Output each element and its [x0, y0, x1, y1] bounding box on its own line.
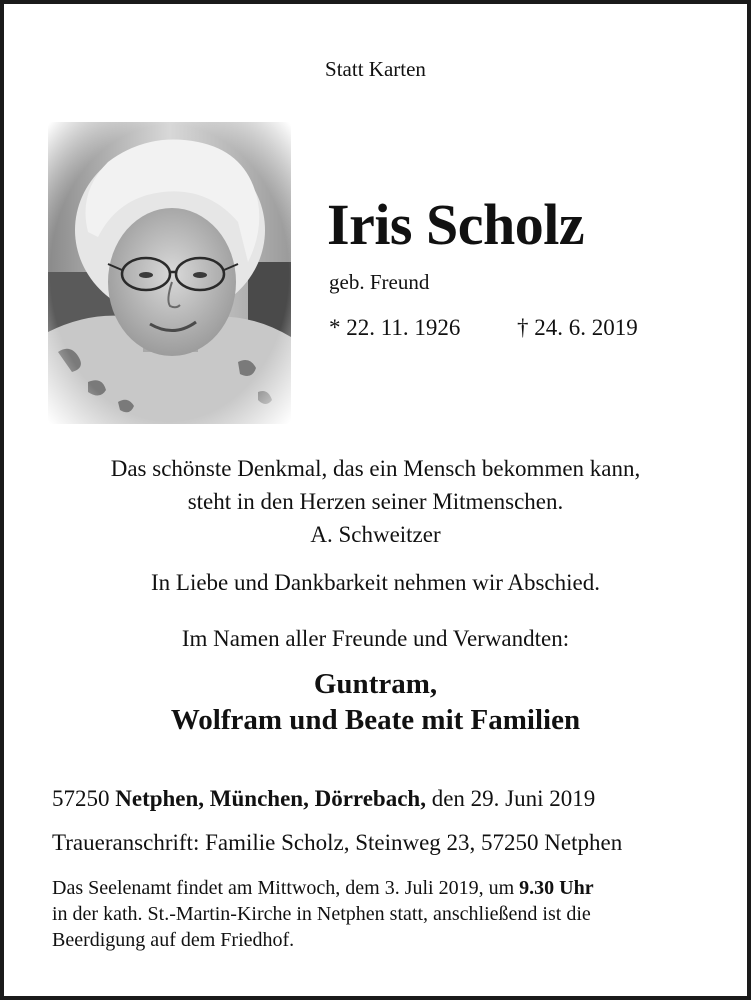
- service-line-2: in der kath. St.-Martin-Kirche in Netphen statt, anschließend ist die: [52, 903, 591, 925]
- quote-author: A. Schweitzer: [310, 522, 441, 547]
- service-time: 9.30 Uhr: [519, 877, 594, 899]
- header-label: Statt Karten: [325, 57, 426, 81]
- on-behalf-text: Im Namen aller Freunde und Verwandten:: [181, 626, 570, 651]
- mourning-address: Traueranschrift: Familie Scholz, Steinweg 23, 57250 Netphen: [52, 830, 623, 855]
- location-line: [52, 786, 595, 812]
- signatory-line-2: Wolfram und Beate mit Familien: [170, 704, 581, 736]
- deceased-name: Iris Scholz: [327, 192, 585, 257]
- service-info: [52, 875, 712, 953]
- quote-line-1: Das schönste Denkmal, das ein Mensch bekommen kann,: [110, 456, 641, 481]
- birth-date: * 22. 11. 1926: [329, 315, 461, 340]
- farewell-text: In Liebe und Dankbarkeit nehmen wir Abschied.: [150, 570, 600, 595]
- notice-date: den 29. Juni 2019: [431, 786, 596, 811]
- quote-line-2: steht in den Herzen seiner Mitmenschen.: [187, 489, 564, 514]
- service-line-3: Beerdigung auf dem Friedhof.: [52, 929, 295, 951]
- postcode: 57250: [52, 786, 110, 811]
- signatory-line-1: Guntram,: [313, 668, 438, 700]
- death-date: † 24. 6. 2019: [517, 315, 638, 340]
- portrait-photo: [48, 122, 291, 424]
- maiden-name: geb. Freund: [329, 270, 430, 294]
- service-text: Das Seelenamt findet am Mittwoch, dem 3. Juli 2019, um: [52, 877, 515, 899]
- places: Netphen, München, Dörrebach,: [115, 786, 426, 811]
